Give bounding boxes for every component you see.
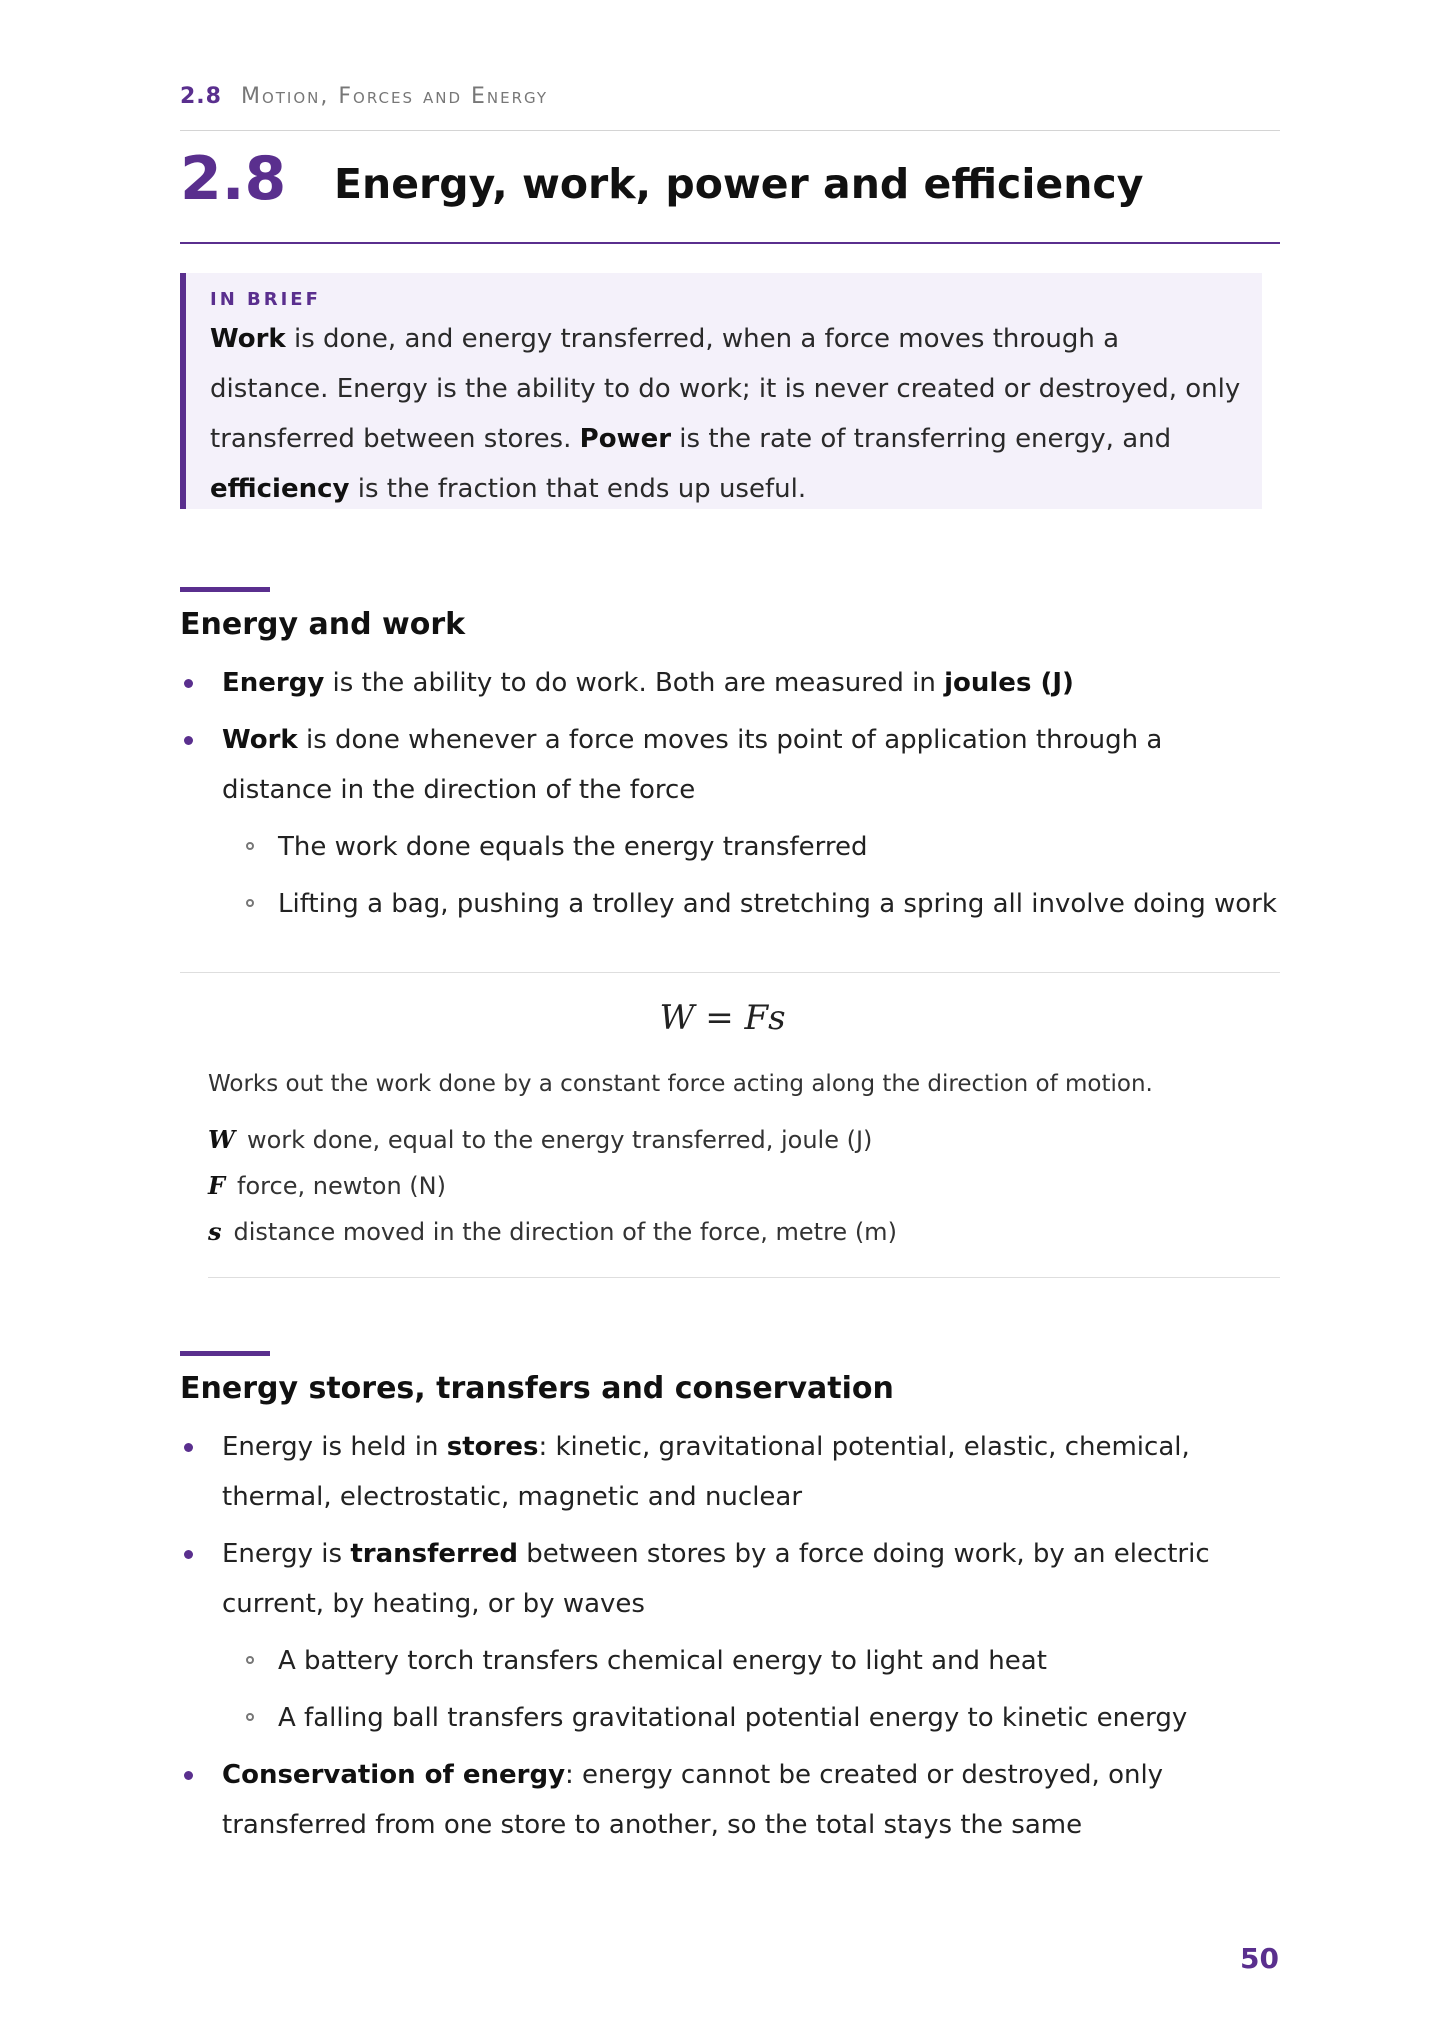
running-head-title: Motion, Forces and Energy [240, 84, 549, 109]
text-run: A battery torch transfers chemical energy to light and heat [278, 1646, 1047, 1676]
variable-meaning: force, newton (N) [237, 1172, 446, 1200]
text-run: : energy cannot be created or destroyed, only transferred from one store to another, so the total stays the same [222, 1760, 1164, 1840]
text-run: : kinetic, gravitational potential, elastic, chemical, thermal, electrostatic, magnetic and nuclear [222, 1432, 1190, 1512]
text-run: between stores by a force doing work, by an electric current, by heating, or by waves [222, 1539, 1210, 1619]
equation-description: Works out the work done by a constant force acting along the direction of motion. [208, 1071, 1153, 1097]
sub-bullet-item [180, 1636, 1280, 1686]
energy-stores-list [180, 1422, 1280, 1857]
running-head [180, 84, 1280, 109]
bold-term: Energy [222, 668, 325, 698]
bullet-item [180, 1750, 1280, 1850]
section-title-energy-and-work: Energy and work [180, 607, 466, 642]
text-run: is the rate of transferring energy, and [671, 424, 1172, 454]
text-run: Energy is held in [222, 1432, 447, 1462]
variable-symbol: s [208, 1217, 222, 1246]
formula-divider-top [180, 972, 1280, 973]
text-run: A falling ball transfers gravitational potential energy to kinetic energy [278, 1703, 1188, 1733]
bold-term: joules (J) [944, 668, 1074, 698]
bold-term: efficiency [210, 474, 350, 504]
chapter-title: Energy, work, power and efficiency [334, 160, 1144, 208]
text-run: The work done equals the energy transferred [278, 832, 868, 862]
bullet-item [180, 658, 1280, 708]
variable-symbol: W [208, 1125, 235, 1154]
in-brief-text [210, 314, 1242, 514]
bold-term: Work [222, 725, 298, 755]
text-run: is done, and energy transferred, when a force moves through a distance. Energy is the ability to do work; it is never created or destroyed, only transferred between stores. [210, 324, 1241, 454]
in-brief-label: IN BRIEF [210, 289, 321, 310]
sub-bullet-item [180, 879, 1280, 929]
bullet-item [180, 715, 1280, 815]
variable-meaning: distance moved in the direction of the force, metre (m) [233, 1218, 897, 1246]
chapter-number: 2.8 [180, 144, 287, 214]
section-title-energy-stores: Energy stores, transfers and conservation [180, 1371, 894, 1406]
section-accent-bar [180, 587, 270, 592]
section-accent-bar [180, 1351, 270, 1356]
bold-term: Power [579, 424, 672, 454]
text-run: is the fraction that ends up useful. [349, 474, 807, 504]
bullet-item [180, 1422, 1280, 1522]
variable-row [208, 1163, 897, 1209]
variable-row [208, 1117, 897, 1163]
variable-meaning: work done, equal to the energy transferred, joule (J) [246, 1126, 873, 1154]
title-divider [180, 242, 1280, 244]
equation-variables [208, 1117, 897, 1255]
variable-symbol: F [208, 1171, 226, 1200]
text-run: Energy is [222, 1539, 351, 1569]
formula-divider-bottom [208, 1277, 1280, 1278]
text-run: is the ability to do work. Both are measured in [324, 668, 945, 698]
energy-and-work-list [180, 658, 1280, 936]
work-equation: W = Fs [659, 998, 786, 1038]
sub-bullet-item [180, 1693, 1280, 1743]
text-run: is done whenever a force moves its point of application through a distance in the direction of the force [222, 725, 1163, 805]
variable-row [208, 1209, 897, 1255]
page-number: 50 [1240, 1942, 1279, 1975]
header-divider [180, 130, 1280, 131]
bold-term: transferred [350, 1539, 518, 1569]
bold-term: Conservation of energy [222, 1760, 566, 1790]
bold-term: Work [210, 324, 286, 354]
bold-term: stores [446, 1432, 539, 1462]
bullet-item [180, 1529, 1280, 1629]
sub-bullet-item [180, 822, 1280, 872]
running-head-number: 2.8 [180, 84, 222, 109]
text-run: Lifting a bag, pushing a trolley and stretching a spring all involve doing work [278, 889, 1277, 919]
in-brief-box [180, 273, 1262, 509]
